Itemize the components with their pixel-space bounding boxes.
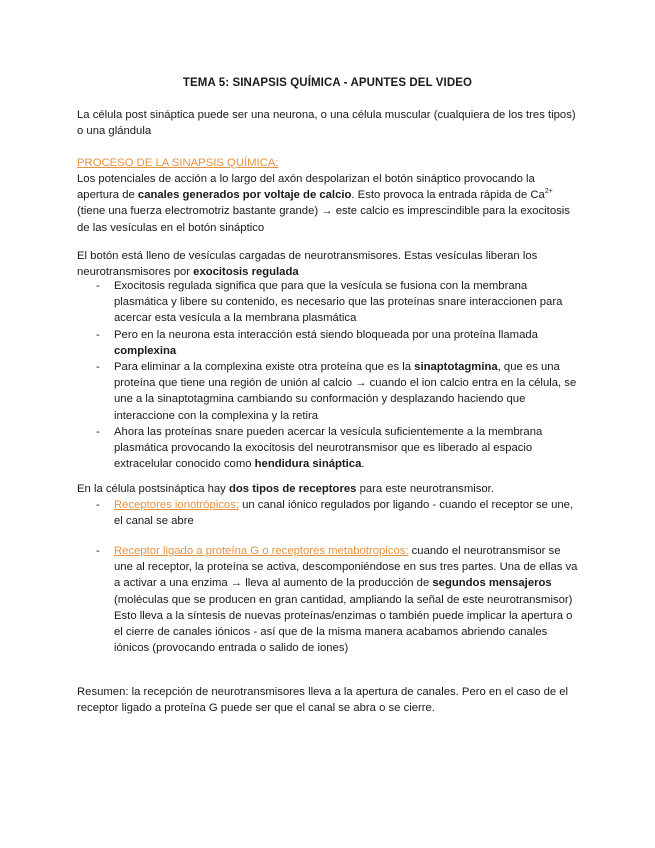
- list-item: - Ahora las proteínas snare pueden acercar la vesícula suficientemente a la membrana plasmática provocando la exocitosis del neurotransmisor que es liberado al espacio extracelular conocido como hendidura sináptica.: [96, 424, 582, 473]
- section-heading: PROCESO DE LA SINAPSIS QUÍMICA:: [77, 157, 279, 169]
- link-ionotropic-receptors[interactable]: Receptores ionotrópicos:: [114, 499, 239, 511]
- paragraph-calcium: Los potenciales de acción a lo largo del axón despolarizan el botón sináptico provocando la apertura de canales generados por voltaje de calcio. Esto provoca la entrada rápida de $Ca^{2+}(tiene$ una fuerza electromotriz bastante grande) → este calcio es imprescindible para la exocitosis de las vesículas en el botón sináptico: [77, 173, 570, 234]
- receptor-list-2: [96, 543, 582, 656]
- list-item: - Receptores ionotrópicos: un canal iónico regulados por ligando - cuando el receptor se une, el canal se abre: [96, 497, 582, 529]
- summary-paragraph: Resumen: la recepción de neurotransmisores lleva a la apertura de canales. Pero en el caso de el receptor ligado a proteína G puede ser que el canal se abra o se cierre.: [77, 686, 569, 715]
- paragraph-vesicles: El botón está lleno de vesículas cargadas de neurotransmisores. Estas vesículas liberan los neurotransmisores por exocitosis regulada: [77, 250, 538, 279]
- receptor-list: [96, 497, 582, 529]
- bold-term: exocitosis regulada: [193, 266, 299, 279]
- list-item: - Pero en la neurona esta interacción está siendo bloqueada por una proteína llamada complexina: [96, 327, 582, 359]
- intro-paragraph: La célula post sináptica puede ser una neurona, o una célula muscular (cualquiera de los tres tipos) o una glándula: [77, 109, 576, 138]
- exocytosis-list: [96, 278, 582, 472]
- paragraph-receptors: En la célula postsináptica hay dos tipos de receptores para este neurotransmisor.: [77, 483, 494, 495]
- list-item: - Exocitosis regulada significa que para que la vesícula se fusiona con la membrana plasmática y libere su contenido, es necesario que las proteínas snare interaccionen para acercar esta vesícula a la membrana plasmática: [96, 278, 582, 327]
- list-item: - Para eliminar a la complexina existe otra proteína que es la sinaptotagmina, que es una proteína que tiene una región de unión al calcio → cuando el ion calcio entra en la célula, se une a la sinaptotagmina cambiando su conformación y desplazando haciendo que interaccione con la complexina y la retira: [96, 359, 582, 424]
- list-item: - Receptor ligado a proteína G o receptores metabotropicos: cuando el neurotransmisor se une al receptor, la proteína se activa, descomponiéndose en sus tres partes. Una de ellas va a activar a una enzima → lleva al aumento de la producción de segundos mensajeros (moléculas que se producen en gran cantidad, ampliando la señal de este neurotransmisor) Esto lleva a la síntesis de nuevas proteínas/enzimas o también puede implicar la apertura o el cierre de canales iónicos - así que de la misma manera acabamos abriendo canales iónicos (provocando entrada o salido de iones): [96, 543, 582, 656]
- bold-term: dos tipos de receptores: [228, 483, 357, 495]
- link-g-protein-receptors[interactable]: Receptor ligado a proteína G o receptores metabotropicos:: [114, 545, 409, 557]
- page-title: TEMA 5: SINAPSIS QUÍMICA - APUNTES DEL VIDEO: [182, 77, 473, 89]
- bold-term: canales generados por voltaje de calcio: [137, 189, 352, 202]
